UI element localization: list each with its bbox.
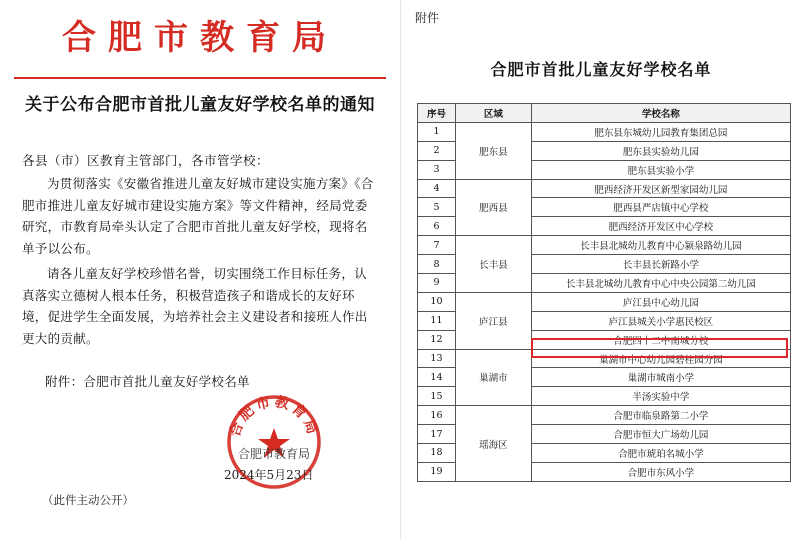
row-number: 5 xyxy=(418,198,456,217)
row-number: 1 xyxy=(418,122,456,141)
table-row xyxy=(418,292,791,311)
school-name: 肥西县严店镇中心学校 xyxy=(531,198,790,217)
row-number: 18 xyxy=(418,444,456,463)
row-number: 6 xyxy=(418,217,456,236)
column-header-school: 学校名称 xyxy=(531,104,790,123)
row-number: 9 xyxy=(418,274,456,293)
list-title: 合肥市首批儿童友好学校名单 xyxy=(490,60,712,79)
school-name: 巢湖市中心幼儿园碧桂园分园 xyxy=(531,349,790,368)
red-divider-line xyxy=(14,77,386,79)
row-number: 11 xyxy=(418,311,456,330)
row-number: 16 xyxy=(418,406,456,425)
row-number: 10 xyxy=(418,292,456,311)
region-cell: 肥东县 xyxy=(455,122,531,179)
attachment-label: 附件 xyxy=(415,11,440,25)
seal-text: 合肥市教育局 xyxy=(226,394,322,439)
table-row xyxy=(418,179,791,198)
school-name: 肥东县东城幼儿园教育集团总园 xyxy=(531,122,790,141)
row-number: 8 xyxy=(418,255,456,274)
school-name: 肥东县实验幼儿园 xyxy=(531,141,790,160)
school-name: 庐江县城关小学惠民校区 xyxy=(531,311,790,330)
school-name: 合肥市临泉路第二小学 xyxy=(531,406,790,425)
school-name: 巢湖市城南小学 xyxy=(531,368,790,387)
public-disclosure-note: （此件主动公开） xyxy=(42,493,134,507)
paragraph-1: 为贯彻落实《安徽省推进儿童友好城市建设实施方案》《合肥市推进儿童友好城市建设实施方案》等文件精神，经局党委研究，市教育局牵头认定了合肥市首批儿童友好学校，现将名单予以公布。 xyxy=(22,176,374,256)
region-cell: 肥西县 xyxy=(455,179,531,236)
table-row xyxy=(418,406,791,425)
row-number: 15 xyxy=(418,387,456,406)
attachment-line: 附件：合肥市首批儿童友好学校名单 xyxy=(45,374,250,389)
issue-date: 2024年5月23日 xyxy=(224,468,314,482)
school-name: 半汤实验中学 xyxy=(531,387,790,406)
school-name: 合肥市东风小学 xyxy=(531,462,790,481)
table-row xyxy=(418,122,791,141)
school-name: 长丰县北城幼儿教育中心颍泉路幼儿园 xyxy=(531,236,790,255)
column-header-region: 区域 xyxy=(455,104,531,123)
column-header-number: 序号 xyxy=(418,104,456,123)
row-number: 17 xyxy=(418,425,456,444)
school-name: 合肥四十二中南城分校 xyxy=(531,330,790,349)
table-row xyxy=(418,349,791,368)
table-row xyxy=(418,236,791,255)
salutation: 各县（市）区教育主管部门，各市管学校： xyxy=(22,153,270,168)
region-cell: 巢湖市 xyxy=(455,349,531,406)
school-name: 肥西经济开发区新型家园幼儿园 xyxy=(531,179,790,198)
school-name: 长丰县北城幼儿教育中心中央公园第二幼儿园 xyxy=(531,274,790,293)
paragraph-2: 请各儿童友好学校珍惜名誉，切实围绕工作目标任务，认真落实立德树人根本任务，积极营造孩子和谐成长的友好环境，促进学生全面发展，为培养社会主义建设者和接班人作出更大的贡献。 xyxy=(22,266,368,346)
row-number: 19 xyxy=(418,462,456,481)
region-cell: 瑶海区 xyxy=(455,406,531,482)
issuer-name: 合肥市教育局 xyxy=(238,447,311,461)
school-name: 合肥市恒大广场幼儿园 xyxy=(531,425,790,444)
row-number: 14 xyxy=(418,368,456,387)
school-name: 长丰县长新路小学 xyxy=(531,255,790,274)
row-number: 7 xyxy=(418,236,456,255)
row-number: 2 xyxy=(418,141,456,160)
attachment-page xyxy=(401,0,801,539)
notice-page xyxy=(0,0,400,539)
table-header-row xyxy=(418,104,791,123)
row-number: 12 xyxy=(418,330,456,349)
region-cell: 庐江县 xyxy=(455,292,531,349)
school-name: 肥西经济开发区中心学校 xyxy=(531,217,790,236)
region-cell: 长丰县 xyxy=(455,236,531,293)
masthead: 合肥市教育局 xyxy=(62,18,338,58)
row-number: 13 xyxy=(418,349,456,368)
row-number: 4 xyxy=(418,179,456,198)
row-number: 3 xyxy=(418,160,456,179)
school-name: 庐江县中心幼儿园 xyxy=(531,292,790,311)
school-name: 合肥市琥珀名城小学 xyxy=(531,444,790,463)
school-list-table xyxy=(417,103,791,482)
table-body xyxy=(418,122,791,481)
school-name: 肥东县实验小学 xyxy=(531,160,790,179)
notice-title: 关于公布合肥市首批儿童友好学校名单的通知 xyxy=(25,95,375,115)
